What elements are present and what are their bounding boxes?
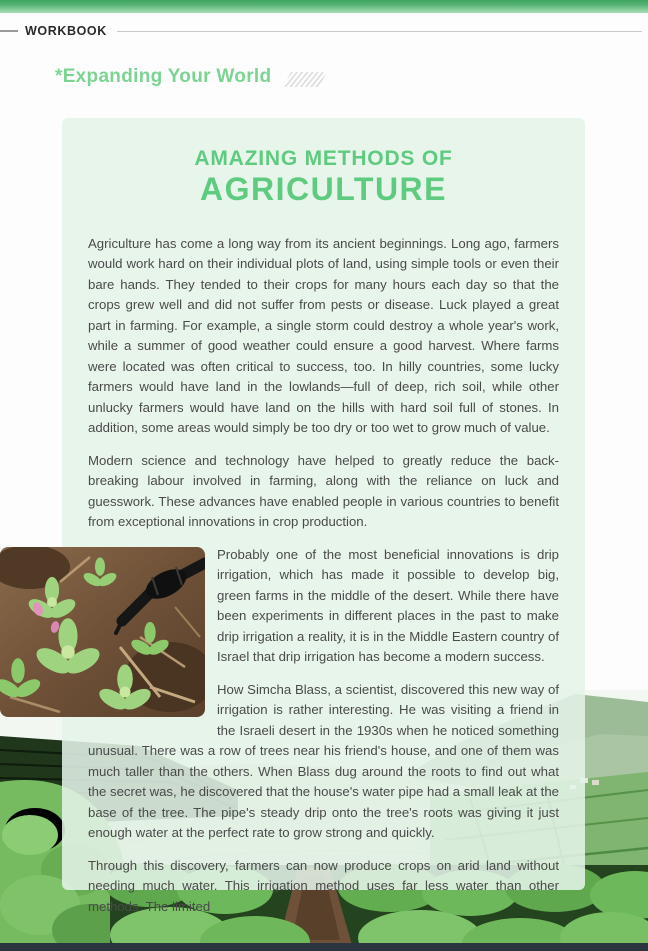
workbook-label: WORKBOOK	[25, 24, 107, 38]
article-title-line1: AMAZING METHODS OF	[194, 147, 453, 170]
article-paragraph: Agriculture has come a long way from its ancient beginnings. Long ago, farmers would work hard on their individual plots of land, using simple tools or even their bare hands. They tended to their crops for many hours each day so that the crops grew well and did not suffer from pests or disease. Luck played a great part in farming. For example, a single storm could destroy a whole year's work, while a summer of good weather could ensure a good harvest. Where farms were located was often critical to success, too. In hilly countries, some lucky farmers would have land in the lowlands—full of deep, rich soil, while other unlucky farmers would have land on the hills with hard soil full of stones. In addition, some areas would simply be too dry or too wet to grow much of value.	[88, 235, 559, 436]
header-left-rule	[0, 30, 18, 32]
article-title	[88, 146, 559, 208]
hatch-decoration-icon	[283, 72, 327, 87]
drip-irrigation-photo	[0, 547, 205, 717]
workbook-header	[0, 23, 648, 39]
section-heading-text: *Expanding Your World	[55, 66, 272, 87]
article-paragraph: Probably one of the most beneficial innovations is drip irrigation, which has made it possible to develop big, green farms in the middle of the desert. While there have been experiments in different places in the past to make drip irrigation a reality, it is in the Middle Eastern country of Israel that drip irrigation has become a modern success.	[217, 546, 559, 665]
top-gradient-bar	[0, 0, 648, 13]
article-content-box	[62, 118, 585, 914]
article-paragraph: Modern science and technology have helped to greatly reduce the back-breaking labour involved in farming, along with the reliance on luck and guesswork. These advances have enabled people in various countries to benefit from exceptional innovations in crop production.	[88, 452, 559, 530]
article-paragraph: How Simcha Blass, a scientist, discovered this new way of irrigation is rather interesting. He was visiting a friend in the Israeli desert in the 1930s when he noticed something unusual. There was a row of trees near his friend's house, and one of them was much taller than the others. When Blass dug around the roots to find out what the secret was, he discovered that the house's water pipe had a small leak at the base of the tree. The pipe's steady drip onto the tree's roots was giving it just enough water at the perfect rate to grow strong and quickly.	[88, 681, 559, 841]
header-right-rule	[117, 31, 642, 32]
article-title-line2: AGRICULTURE	[200, 171, 447, 208]
section-heading	[55, 66, 323, 88]
article-paragraph: Through this discovery, farmers can now produce crops on arid land without needing much water. This irrigation method uses far less water than other methods. The limited	[88, 857, 559, 914]
